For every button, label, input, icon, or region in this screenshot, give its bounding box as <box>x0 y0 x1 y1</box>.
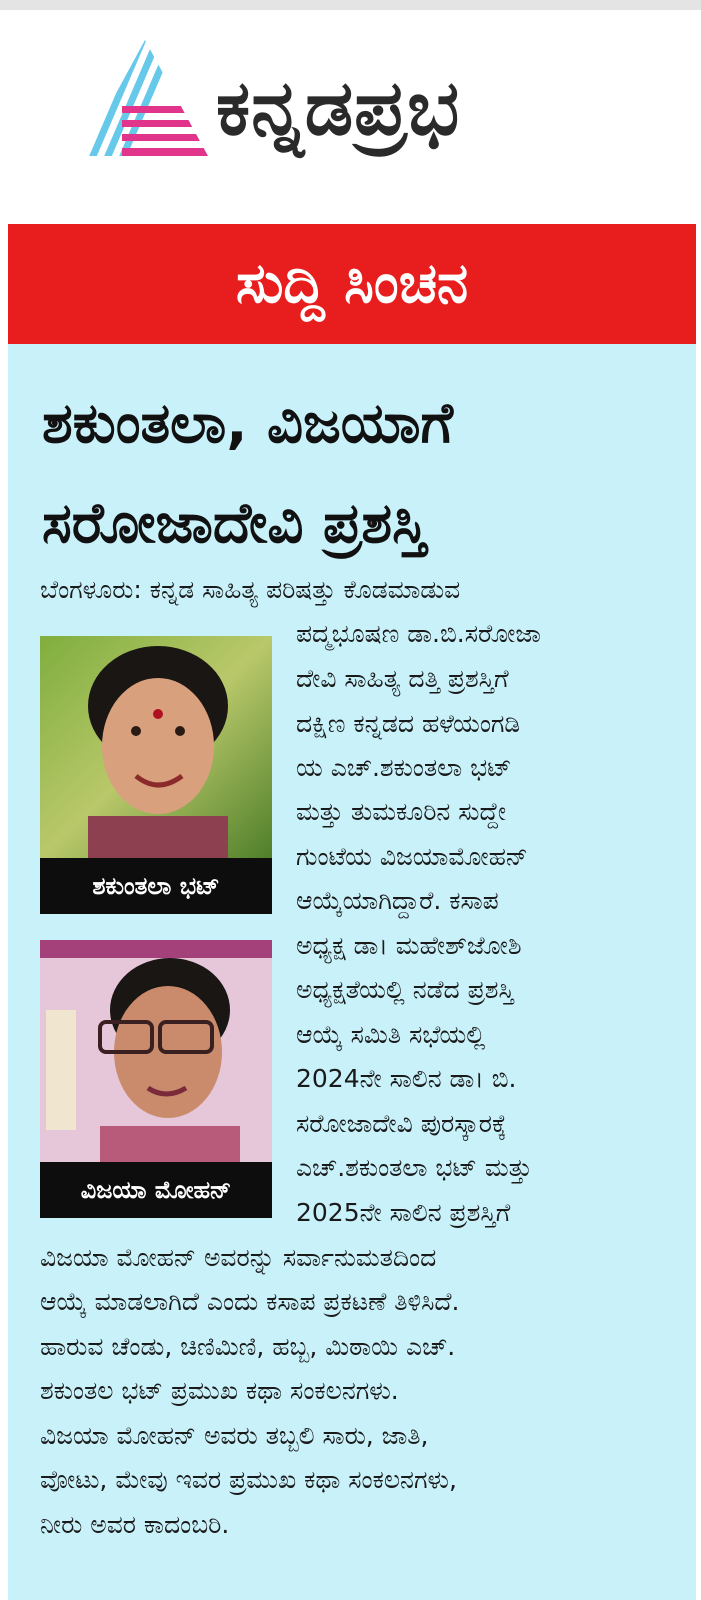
section-title: ಸುದ್ದಿ ಸಿಂಚನ <box>235 251 469 316</box>
body-line: ವಿಜಯಾ ಮೋಹನ್ ಅವರನ್ನು ಸರ್ವಾನುಮತದಿಂದ <box>40 1243 437 1272</box>
article-headline <box>42 374 692 574</box>
body-line: ದಕ್ಷಿಣ ಕನ್ನಡದ ಹಳೆಯಂಗಡಿ <box>296 709 521 738</box>
body-line: ಪದ್ಮಭೂಷಣ ಡಾ.ಬಿ.ಸರೋಜಾ <box>296 619 541 648</box>
body-line: ವಿಜಯಾ ಮೋಹನ್ ಅವರು ತಬ್ಬಲಿ ಸಾರು, ಜಾತಿ, <box>40 1421 429 1450</box>
photo-caption: ಶಕುಂತಲಾ ಭಟ್ <box>40 858 272 914</box>
body-line: ನೀರು ಅವರ ಕಾದಂಬರಿ. <box>40 1510 230 1539</box>
portrait-image <box>40 636 272 858</box>
triangle-logo-icon <box>82 40 208 156</box>
body-line: 2024ನೇ ಸಾಲಿನ ಡಾ। ಬಿ. <box>296 1064 517 1093</box>
body-line: ಅಧ್ಯಕ್ಷತೆಯಲ್ಲಿ ನಡೆದ ಪ್ರಶಸ್ತಿ <box>296 975 514 1004</box>
body-line: ಆಯ್ಕೆಯಾಗಿದ್ದಾರೆ. ಕಸಾಪ <box>296 886 499 915</box>
body-line: ಆಯ್ಕೆ ಮಾಡಲಾಗಿದೆ ಎಂದು ಕಸಾಪ ಪ್ರಕಟಣೆ ತಿಳಿಸಿದೆ. <box>40 1287 460 1316</box>
article-panel <box>8 224 696 1600</box>
body-line: ಗುಂಟೆಯ ವಿಜಯಾಮೋಹನ್ <box>296 842 528 871</box>
top-strip <box>0 0 701 10</box>
body-line: 2025ನೇ ಸಾಲಿನ ಪ್ರಶಸ್ತಿಗೆ <box>296 1198 511 1227</box>
section-banner <box>8 224 696 344</box>
portrait-image <box>40 940 272 1162</box>
masthead-logo-text: ಕನ್ನಡಪ್ರಭ <box>216 63 461 152</box>
body-line: ಅಧ್ಯಕ್ಷ ಡಾ। ಮಹೇಶ್‌ಜೋಶಿ <box>296 931 522 960</box>
body-line: ಶಕುಂತಲ ಭಟ್ ಪ್ರಮುಖ ಕಥಾ ಸಂಕಲನಗಳು. <box>40 1376 399 1405</box>
body-line: ದೇವಿ ಸಾಹಿತ್ಯ ದತ್ತಿ ಪ್ರಶಸ್ತಿಗೆ <box>296 664 509 693</box>
body-line: ಹಾರುವ ಚೆಂಡು, ಚಿಣಿಮಿಣಿ, ಹಬ್ಬ, ಮಿಠಾಯಿ ಎಚ್. <box>40 1332 456 1361</box>
headline-line-2: ಸರೋಜಾದೇವಿ ಪ್ರಶಸ್ತಿ <box>42 491 427 556</box>
body-line: ಸರೋಜಾದೇವಿ ಪುರಸ್ಕಾರಕ್ಕೆ <box>296 1109 507 1138</box>
body-line: ಆಯ್ಕೆ ಸಮಿತಿ ಸಭೆಯಲ್ಲಿ <box>296 1020 486 1049</box>
body-line: ಬೆಂಗಳೂರು: ಕನ್ನಡ ಸಾಹಿತ್ಯ ಪರಿಷತ್ತು ಕೊಡಮಾಡುವ <box>40 575 461 604</box>
body-line: ವೋಟು, ಮೇವು ಇವರ ಪ್ರಮುಖ ಕಥಾ ಸಂಕಲನಗಳು, <box>40 1465 457 1494</box>
portrait-photo-1 <box>40 636 272 914</box>
masthead <box>0 10 701 210</box>
photo-caption: ವಿಜಯಾ ಮೋಹನ್ <box>40 1162 272 1218</box>
body-line: ಮತ್ತು ತುಮಕೂರಿನ ಸುದ್ದೇ <box>296 797 507 826</box>
body-line: ಎಚ್.ಶಕುಂತಲಾ ಭಟ್ ಮತ್ತು <box>296 1153 532 1182</box>
headline-line-1: ಶಕುಂತಲಾ, ವಿಜಯಾಗೆ <box>42 391 454 456</box>
body-line: ಯ ಎಚ್.ಶಕುಂತಲಾ ಭಟ್ <box>296 753 512 782</box>
portrait-photo-2 <box>40 940 272 1218</box>
